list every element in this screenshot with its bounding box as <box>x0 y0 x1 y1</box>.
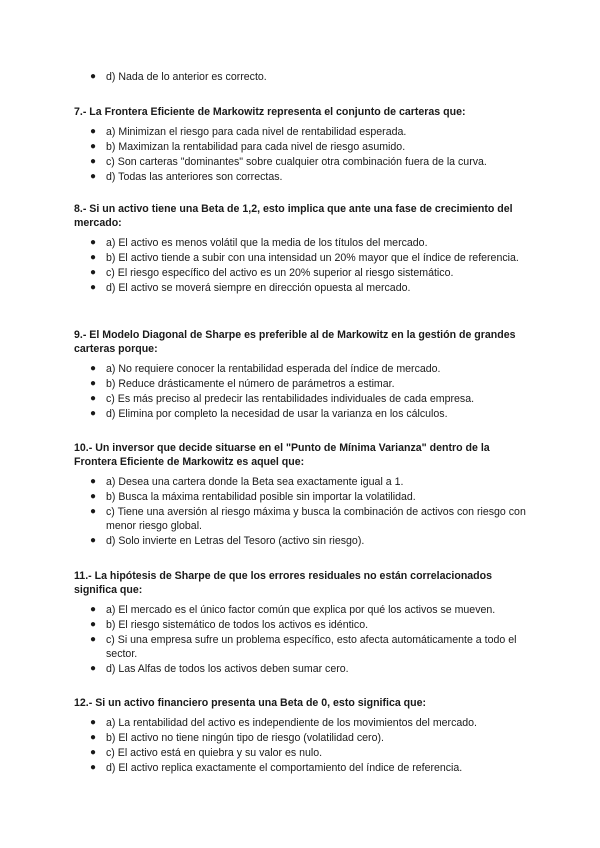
option-list <box>74 70 526 84</box>
option-item <box>74 761 526 775</box>
bullet-icon: ● <box>90 491 97 502</box>
question-title: 7.- La Frontera Eficiente de Markowitz representa el conjunto de carteras que: <box>74 106 466 118</box>
option-text: c) Es más preciso al predecir las rentabilidades individuales de cada empresa. <box>106 393 475 405</box>
option-text: c) Son carteras "dominantes" sobre cualquier otra combinación fuera de la curva. <box>106 156 487 168</box>
option-text: c) El riesgo específico del activo es un 20% superior al riesgo sistemático. <box>106 267 454 279</box>
option-item <box>74 236 526 250</box>
option-item <box>74 662 526 676</box>
bullet-icon: ● <box>90 126 97 137</box>
bullet-icon: ● <box>90 393 97 404</box>
option-text: d) Nada de lo anterior es correcto. <box>106 71 267 83</box>
option-item <box>74 125 526 139</box>
option-item <box>74 633 526 661</box>
bullet-icon: ● <box>90 363 97 374</box>
bullet-icon: ● <box>90 282 97 293</box>
option-text: c) Si una empresa sufre un problema específico, esto afecta automáticamente a todo el sector. <box>106 634 517 660</box>
bullet-icon: ● <box>90 747 97 758</box>
option-item <box>74 362 526 376</box>
bullet-icon: ● <box>90 506 97 517</box>
option-text: b) El activo tiende a subir con una intensidad un 20% mayor que el índice de referencia. <box>106 252 519 264</box>
option-text: c) El activo está en quiebra y su valor es nulo. <box>106 747 323 759</box>
option-text: b) Busca la máxima rentabilidad posible sin importar la volatilidad. <box>106 491 416 503</box>
option-text: b) Maximizan la rentabilidad para cada nivel de riesgo asumido. <box>106 141 406 153</box>
question-8 <box>74 202 526 296</box>
option-item <box>74 70 526 84</box>
option-item <box>74 490 526 504</box>
previous-question-tail <box>74 70 526 85</box>
option-item <box>74 534 526 548</box>
option-list <box>74 236 526 295</box>
option-list <box>74 716 526 775</box>
bullet-icon: ● <box>90 476 97 487</box>
option-text: d) El activo replica exactamente el comportamiento del índice de referencia. <box>106 762 463 774</box>
option-list <box>74 362 526 421</box>
option-text: b) Reduce drásticamente el número de parámetros a estimar. <box>106 378 395 390</box>
question-title: 12.- Si un activo financiero presenta una Beta de 0, esto significa que: <box>74 697 427 709</box>
bullet-icon: ● <box>90 762 97 773</box>
bullet-icon: ● <box>90 535 97 546</box>
option-text: a) La rentabilidad del activo es independiente de los movimientos del mercado. <box>106 717 478 729</box>
option-text: d) Todas las anteriores son correctas. <box>106 171 283 183</box>
question-title: 10.- Un inversor que decide situarse en el "Punto de Mínima Varianza" dentro de la Frontera Eficiente de Markowitz es aquel que: <box>74 442 490 468</box>
option-list <box>74 125 526 184</box>
bullet-icon: ● <box>90 171 97 182</box>
question-title: 11.- La hipótesis de Sharpe de que los errores residuales no están correlacionados significa que: <box>74 570 493 596</box>
question-10 <box>74 441 526 549</box>
bullet-icon: ● <box>90 156 97 167</box>
option-text: d) Elimina por completo la necesidad de usar la varianza en los cálculos. <box>106 408 448 420</box>
option-item <box>74 170 526 184</box>
option-text: d) Las Alfas de todos los activos deben sumar cero. <box>106 663 349 675</box>
option-text: b) El activo no tiene ningún tipo de riesgo (volatilidad cero). <box>106 732 384 744</box>
bullet-icon: ● <box>90 71 97 82</box>
option-text: c) Tiene una aversión al riesgo máxima y busca la combinación de activos con riesgo con menor riesgo global. <box>106 506 526 532</box>
question-7 <box>74 105 526 185</box>
bullet-icon: ● <box>90 663 97 674</box>
option-item <box>74 266 526 280</box>
bullet-icon: ● <box>90 604 97 615</box>
question-12 <box>74 696 526 776</box>
bullet-icon: ● <box>90 378 97 389</box>
option-item <box>74 475 526 489</box>
option-list <box>74 475 526 548</box>
question-11 <box>74 569 526 677</box>
option-item <box>74 716 526 730</box>
option-list <box>74 603 526 676</box>
question-title: 9.- El Modelo Diagonal de Sharpe es preferible al de Markowitz en la gestión de grandes carteras porque: <box>74 329 516 355</box>
option-item <box>74 731 526 745</box>
option-text: d) El activo se moverá siempre en dirección opuesta al mercado. <box>106 282 411 294</box>
option-item <box>74 140 526 154</box>
option-text: a) No requiere conocer la rentabilidad esperada del índice de mercado. <box>106 363 441 375</box>
bullet-icon: ● <box>90 141 97 152</box>
option-text: d) Solo invierte en Letras del Tesoro (activo sin riesgo). <box>106 535 365 547</box>
option-item <box>74 251 526 265</box>
bullet-icon: ● <box>90 237 97 248</box>
bullet-icon: ● <box>90 408 97 419</box>
question-title: 8.- Si un activo tiene una Beta de 1,2, esto implica que ante una fase de crecimiento del mercado: <box>74 203 513 229</box>
option-item <box>74 746 526 760</box>
option-item <box>74 281 526 295</box>
option-item <box>74 603 526 617</box>
option-item <box>74 407 526 421</box>
bullet-icon: ● <box>90 267 97 278</box>
bullet-icon: ● <box>90 717 97 728</box>
option-item <box>74 377 526 391</box>
bullet-icon: ● <box>90 732 97 743</box>
bullet-icon: ● <box>90 634 97 645</box>
bullet-icon: ● <box>90 619 97 630</box>
option-text: a) El mercado es el único factor común que explica por qué los activos se mueven. <box>106 604 496 616</box>
option-item <box>74 618 526 632</box>
bullet-icon: ● <box>90 252 97 263</box>
option-item <box>74 155 526 169</box>
option-item <box>74 392 526 406</box>
option-item <box>74 505 526 533</box>
option-text: b) El riesgo sistemático de todos los activos es idéntico. <box>106 619 369 631</box>
option-text: a) Minimizan el riesgo para cada nivel de rentabilidad esperada. <box>106 126 407 138</box>
question-9 <box>74 328 526 422</box>
option-text: a) Desea una cartera donde la Beta sea exactamente igual a 1. <box>106 476 404 488</box>
option-text: a) El activo es menos volátil que la media de los títulos del mercado. <box>106 237 428 249</box>
